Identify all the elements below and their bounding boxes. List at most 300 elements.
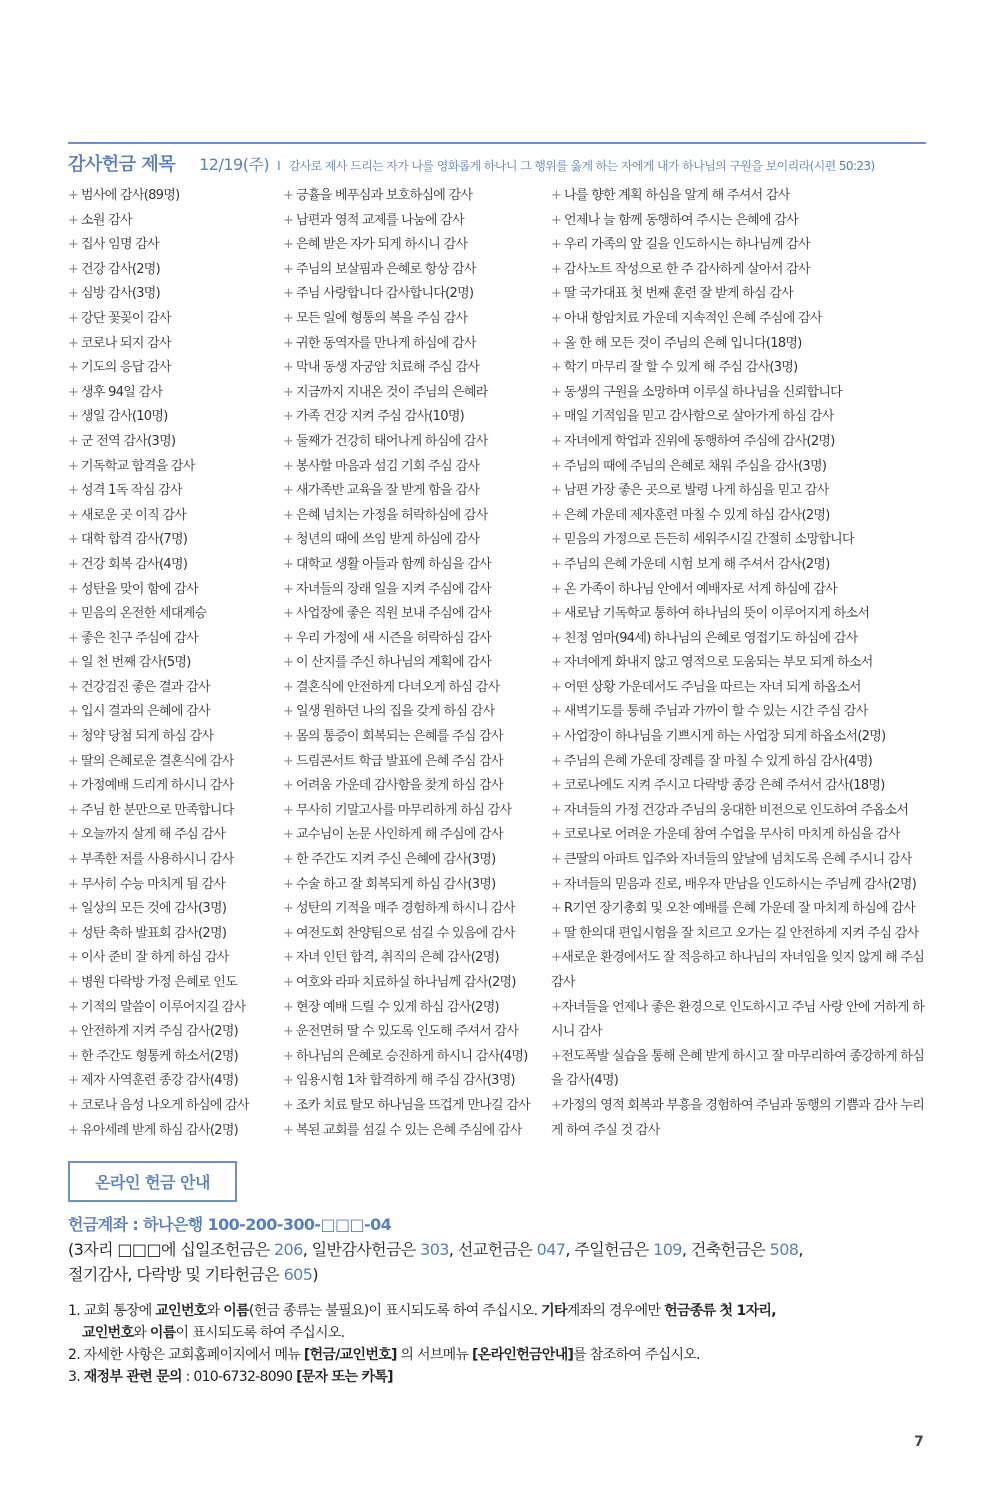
thanks-item-text: 성탄을 맞이 함에 감사 <box>81 581 199 597</box>
thanks-item <box>283 602 551 627</box>
thanks-item-text: 여전도회 찬양팀으로 섬길 수 있음에 감사 <box>296 925 515 941</box>
plus-icon: + <box>283 458 294 474</box>
top-rule <box>68 142 926 144</box>
header-separator: I <box>277 159 281 173</box>
thanks-item <box>551 897 931 922</box>
thanks-item <box>283 725 551 750</box>
plus-icon: + <box>68 704 79 720</box>
thanks-item <box>551 700 931 725</box>
codes-text: (3자리 □□□에 십일조헌금은 <box>68 1240 274 1259</box>
thanks-item <box>551 946 931 995</box>
thanks-item <box>68 602 283 627</box>
thanks-list-column-3 <box>551 184 931 1143</box>
plus-icon: + <box>551 335 562 351</box>
thanks-item <box>68 1020 283 1045</box>
thanks-item <box>283 233 551 258</box>
thanks-item-text: 한 주간도 지켜 주신 은혜에 감사(3명) <box>296 852 496 868</box>
plus-icon: + <box>68 729 79 745</box>
thanks-item <box>68 725 283 750</box>
plus-icon: + <box>283 261 294 277</box>
plus-icon: + <box>283 483 294 499</box>
thanks-item-text: 심방 감사(3명) <box>81 286 161 302</box>
thanks-item-text: 오늘까지 살게 해 주심 감사 <box>81 827 226 843</box>
thanks-item <box>68 651 283 676</box>
note-bold: 재정부 관련 문의 <box>83 1369 182 1385</box>
plus-icon: + <box>68 433 79 449</box>
note-3 <box>68 1366 938 1388</box>
thanks-item-text: 청년의 때에 쓰임 받게 하심에 감사 <box>296 532 480 548</box>
codes-text: , <box>798 1240 803 1259</box>
thanks-item-text: 집사 임명 감사 <box>81 237 160 253</box>
plus-icon: + <box>283 335 294 351</box>
plus-icon: + <box>551 852 562 868</box>
thanks-list-column-2 <box>283 184 551 1143</box>
thanks-item-text: 건강 감사(2명) <box>81 261 161 277</box>
plus-icon: + <box>283 925 294 941</box>
plus-icon: + <box>283 729 294 745</box>
thanks-item-text: 가정예배 드리게 하시니 감사 <box>81 778 234 794</box>
plus-icon: + <box>68 483 79 499</box>
thanks-item-text: 유아세례 받게 하심 감사(2명) <box>81 1122 239 1138</box>
plus-icon: + <box>283 679 294 695</box>
thanks-item-text: 둘째가 건강히 태어나게 하심에 감사 <box>296 433 488 449</box>
plus-icon: + <box>551 729 562 745</box>
thanks-item-text: 매일 기적임을 믿고 감사함으로 살아가게 하심 감사 <box>564 409 834 425</box>
thanks-item <box>551 209 931 234</box>
thanks-item-text: 한 주간도 형통케 하소서(2명) <box>81 1048 239 1064</box>
thanks-item <box>283 209 551 234</box>
note-text: (헌금 종류는 불필요)이 표시되도록 하여 주십시오. <box>248 1303 542 1319</box>
thanks-item-text: 어떤 상황 가운데서도 주님을 따르는 자녀 되게 하옵소서 <box>564 679 861 695</box>
thanks-item-text: 주님의 때에 주님의 은혜로 채워 주심을 감사(3명) <box>564 458 827 474</box>
thanks-item-text: 대학 합격 감사(7명) <box>81 532 188 548</box>
plus-icon: + <box>68 1048 79 1064</box>
thanks-item-text: 새벽기도를 통해 주님과 가까이 할 수 있는 시간 주심 감사 <box>564 704 868 720</box>
thanks-item-text: 긍휼을 베푸심과 보호하심에 감사 <box>296 188 473 203</box>
plus-icon: + <box>551 655 562 671</box>
thanks-item <box>283 455 551 480</box>
thanks-item <box>68 332 283 357</box>
thanks-item-text: 일상의 모든 것에 감사(3명) <box>81 901 227 917</box>
thanks-item-text: 부족한 저를 사용하시니 감사 <box>81 852 234 868</box>
thanks-item-text: 새가족반 교육을 잘 받게 함을 감사 <box>296 483 480 499</box>
thanks-item-text: 결혼식에 안전하게 다녀오게 하심 감사 <box>296 679 500 695</box>
thanks-item <box>551 258 931 283</box>
plus-icon: + <box>68 950 79 966</box>
plus-icon: + <box>551 827 562 843</box>
section-title: 감사헌금 제목 <box>68 154 176 175</box>
online-offering-box <box>68 1161 237 1202</box>
plus-icon: + <box>68 286 79 302</box>
thanks-item <box>551 1045 931 1094</box>
thanks-item <box>551 553 931 578</box>
thanks-item-text: 자녀들을 언제나 좋은 환경으로 인도하시고 주님 사랑 안에 거하게 하시니 감사 <box>551 999 925 1040</box>
codes-text: 절기감사, 다락방 및 기타헌금은 <box>68 1265 284 1284</box>
thanks-item <box>283 823 551 848</box>
plus-icon: + <box>283 753 294 769</box>
thanks-item <box>283 479 551 504</box>
plus-icon: + <box>551 532 562 548</box>
note-bold: 헌금종류 첫 1자리, <box>664 1303 776 1319</box>
note-text: 계좌의 경우에만 <box>566 1303 665 1319</box>
thanks-item <box>68 1069 283 1094</box>
thanks-item <box>551 282 931 307</box>
thanks-item-text: 자녀에게 화내지 않고 영적으로 도움되는 부모 되게 하소서 <box>564 655 873 671</box>
thanks-item-text: R기연 장기총회 및 오찬 예배를 은혜 가운데 잘 마치게 하심에 감사 <box>564 901 915 917</box>
thanks-item <box>283 922 551 947</box>
plus-icon: + <box>68 458 79 474</box>
thanks-item <box>68 922 283 947</box>
plus-icon: + <box>68 1122 79 1138</box>
thanks-item-text: 주님 한 분만으로 만족합니다 <box>81 802 234 818</box>
thanks-item-text: 믿음의 온전한 세대계승 <box>81 606 207 622</box>
thanks-item-text: 남편 가장 좋은 곳으로 발령 나게 하심을 믿고 감사 <box>564 483 829 499</box>
thanks-item <box>551 578 931 603</box>
thanks-item <box>68 848 283 873</box>
codes-text: , 건축헌금은 <box>681 1240 770 1259</box>
plus-icon: + <box>68 679 79 695</box>
thanks-item <box>551 750 931 775</box>
note-text: 이 표시되도록 하여 주십시오. <box>175 1325 345 1341</box>
thanks-item-text: 소원 감사 <box>81 212 132 228</box>
thanks-item-text: 생후 94일 감사 <box>81 384 163 400</box>
thanks-item <box>283 578 551 603</box>
thanks-item <box>68 971 283 996</box>
thanks-item <box>283 1045 551 1070</box>
thanks-item <box>551 233 931 258</box>
note-text: 와 <box>133 1325 150 1341</box>
plus-icon: + <box>68 778 79 794</box>
thanks-item-text: 믿음의 가정으로 든든히 세워주시길 간절히 소망합니다 <box>564 532 854 548</box>
thanks-item-text: 봉사할 마음과 섬김 기회 주심 감사 <box>296 458 480 474</box>
plus-icon: + <box>283 852 294 868</box>
thanks-item <box>551 405 931 430</box>
note-text: 를 참조하여 주십시오. <box>573 1347 700 1363</box>
thanks-item <box>551 848 931 873</box>
plus-icon: + <box>68 1024 79 1040</box>
thanks-item <box>283 627 551 652</box>
note-bold: 이름 <box>149 1325 176 1341</box>
plus-icon: + <box>68 310 79 326</box>
thanks-item <box>68 700 283 725</box>
thanks-item-text: 안전하게 지켜 주심 감사(2명) <box>81 1024 239 1040</box>
thanks-item-text: 수술 하고 잘 회복되게 하심 감사(3명) <box>296 876 496 892</box>
thanks-item <box>283 553 551 578</box>
plus-icon: + <box>283 507 294 523</box>
thanks-item <box>68 1119 283 1144</box>
plus-icon: + <box>68 409 79 425</box>
note-bold: 교인번호 <box>82 1325 134 1341</box>
plus-icon: + <box>551 433 562 449</box>
plus-icon: + <box>68 753 79 769</box>
thanks-item-text: 코로나 되지 감사 <box>81 335 171 351</box>
thanks-item-text: 동생의 구원을 소망하며 이루실 하나님을 신뢰합니다 <box>564 384 843 400</box>
plus-icon: + <box>551 606 562 622</box>
note-1-cont <box>68 1322 938 1344</box>
thanks-item-text: 감사노트 작성으로 한 주 감사하게 살아서 감사 <box>564 261 810 277</box>
thanks-item-text: 사업장이 하나님을 기쁘시게 하는 사업장 되게 하옵소서(2명) <box>564 729 886 745</box>
thanks-item-text: 자녀에게 학업과 진위에 동행하여 주심에 감사(2명) <box>564 433 835 449</box>
plus-icon: + <box>283 606 294 622</box>
thanks-item <box>68 553 283 578</box>
thanks-item <box>283 971 551 996</box>
thanks-item-text: 코로나 음성 나오게 하심에 감사 <box>81 1097 249 1113</box>
thanks-item <box>68 578 283 603</box>
plus-icon: + <box>68 827 79 843</box>
thanks-item <box>283 799 551 824</box>
plus-icon: + <box>68 384 79 400</box>
header-verse: 감사로 제사 드리는 자가 나를 영화롭게 하나니 그 행위를 옳게 하는 자에게 내가 하나님의 구원을 보이리라(시편 50:23) <box>288 159 875 173</box>
thanks-item-text: 대학교 생활 아들과 함께 하심을 감사 <box>296 556 492 572</box>
thanks-item <box>68 1045 283 1070</box>
plus-icon: + <box>551 581 562 597</box>
plus-icon: + <box>551 778 562 794</box>
plus-icon: + <box>283 1024 294 1040</box>
thanks-item-text: 주님의 은혜 가운데 시험 보게 해 주셔서 감사(2명) <box>564 556 830 572</box>
thanks-item <box>68 873 283 898</box>
plus-icon: + <box>551 901 562 917</box>
thanks-item-text: 몸의 통증이 회복되는 은혜를 주심 감사 <box>296 729 503 745</box>
thanks-item-text: 기적의 말씀이 이루어지길 감사 <box>81 999 246 1015</box>
thanks-item-text: 모든 일에 형통의 복을 주심 감사 <box>296 310 468 326</box>
thanks-item-text: 귀한 동역자를 만나게 하심에 감사 <box>296 335 476 351</box>
thanks-item <box>283 282 551 307</box>
thanks-item <box>551 996 931 1045</box>
plus-icon: + <box>283 802 294 818</box>
thanks-item-text: 가정의 영적 회복과 부흥을 경험하여 주님과 동행의 기쁨과 감사 누리게 하여 주실 것 감사 <box>551 1097 925 1138</box>
thanks-item <box>283 356 551 381</box>
plus-icon: + <box>551 212 562 228</box>
plus-icon: + <box>68 507 79 523</box>
plus-icon: + <box>283 975 294 990</box>
thanks-item <box>551 1094 931 1143</box>
thanks-item-text: 은혜 넘치는 가정을 허락하심에 감사 <box>296 507 488 523</box>
thanks-item <box>68 479 283 504</box>
plus-icon: + <box>283 1097 294 1113</box>
thanks-item-text: 일생 원하던 나의 집을 갖게 하심 감사 <box>296 704 495 720</box>
thanks-item-text: 기도의 응답 감사 <box>81 360 171 376</box>
plus-icon: + <box>551 409 562 425</box>
plus-icon: + <box>551 310 562 326</box>
plus-icon: + <box>68 925 79 941</box>
thanks-item-text: 딸의 은혜로운 결혼식에 감사 <box>81 753 234 769</box>
thanks-item <box>283 1020 551 1045</box>
code-tithe: 206 <box>273 1240 303 1259</box>
thanks-item <box>283 750 551 775</box>
thanks-item-text: 지금까지 지내온 것이 주님의 은혜라 <box>296 384 488 400</box>
thanks-item-text: 언제나 늘 함께 동행하여 주시는 은혜에 감사 <box>564 212 799 228</box>
plus-icon: + <box>283 310 294 326</box>
thanks-item-text: 사업장에 좋은 직원 보내 주심에 감사 <box>296 606 492 622</box>
plus-icon: + <box>283 409 294 425</box>
plus-icon: + <box>68 360 79 376</box>
thanks-item-text: 딸 한의대 편입시험을 잘 치르고 오가는 길 안전하게 지켜 주심 감사 <box>564 925 919 941</box>
thanks-item-text: 은혜 받은 자가 되게 하시니 감사 <box>296 237 468 253</box>
plus-icon: + <box>551 1048 562 1064</box>
plus-icon: + <box>551 704 562 720</box>
plus-icon: + <box>283 556 294 572</box>
thanks-item-text: 제자 사역훈련 종강 감사(4명) <box>81 1073 239 1089</box>
thanks-item-text: 이 산지를 주신 하나님의 계획에 감사 <box>296 655 492 671</box>
plus-icon: + <box>68 802 79 818</box>
plus-icon: + <box>68 852 79 868</box>
plus-icon: + <box>283 950 294 966</box>
thanks-item-text: 코로나에도 지켜 주시고 다락방 종강 은혜 주셔서 감사(18명) <box>564 778 885 794</box>
plus-icon: + <box>68 581 79 597</box>
plus-icon: + <box>68 237 79 253</box>
plus-icon: + <box>283 704 294 720</box>
thanks-item <box>283 848 551 873</box>
codes-text: , 선교헌금은 <box>448 1240 537 1259</box>
thanks-item <box>283 332 551 357</box>
thanks-item-text: 성탄 축하 발표회 감사(2명) <box>81 925 227 941</box>
plus-icon: + <box>551 188 562 203</box>
plus-icon: + <box>283 212 294 228</box>
thanks-item <box>551 676 931 701</box>
thanks-item-text: 병원 다락방 가정 은혜로 인도 <box>81 975 238 990</box>
plus-icon: + <box>551 999 562 1015</box>
section-date: 12/19(주) <box>199 155 270 174</box>
plus-icon: + <box>283 237 294 253</box>
plus-icon: + <box>68 335 79 351</box>
thanks-item-text: 일 천 번째 감사(5명) <box>81 655 191 671</box>
plus-icon: + <box>551 1097 562 1113</box>
thanks-item <box>283 504 551 529</box>
thanks-item <box>283 700 551 725</box>
thanks-item <box>283 774 551 799</box>
thanks-item <box>68 455 283 480</box>
thanks-item-text: 무사히 기말고사를 마무리하게 하심 감사 <box>296 802 512 818</box>
thanks-item <box>283 1069 551 1094</box>
plus-icon: + <box>283 999 294 1015</box>
thanks-item-text: 친정 엄마(94세) 하나님의 은혜로 영접기도 하심에 감사 <box>564 630 858 646</box>
thanks-item <box>68 430 283 455</box>
thanks-item-text: 좋은 친구 주심에 감사 <box>81 630 199 646</box>
thanks-item <box>551 774 931 799</box>
plus-icon: + <box>283 827 294 843</box>
thanks-item-text: 건강검진 좋은 결과 감사 <box>81 679 210 695</box>
thanks-item <box>551 479 931 504</box>
thanks-item <box>283 381 551 406</box>
plus-icon: + <box>283 655 294 671</box>
plus-icon: + <box>68 606 79 622</box>
thanks-item <box>68 504 283 529</box>
thanks-item-text: 운전면허 딸 수 있도록 인도해 주셔서 감사 <box>296 1024 519 1040</box>
thanks-item-text: 드림콘서트 학급 발표에 은혜 주심 감사 <box>296 753 503 769</box>
section-header <box>68 150 938 176</box>
codes-text: ) <box>312 1265 318 1284</box>
plus-icon: + <box>283 901 294 917</box>
thanks-item <box>283 528 551 553</box>
plus-icon: + <box>283 581 294 597</box>
code-mission: 047 <box>536 1240 566 1259</box>
plus-icon: + <box>551 876 562 892</box>
thanks-item <box>68 823 283 848</box>
thanks-item-text: 남편과 영적 교제를 나눔에 감사 <box>296 212 464 228</box>
thanks-item-text: 청약 당첨 되게 하심 감사 <box>81 729 214 745</box>
note-text: 의 서브메뉴 <box>396 1347 473 1363</box>
plus-icon: + <box>68 1073 79 1089</box>
thanks-item-text: 자녀들의 믿음과 진로, 배우자 만남을 인도하시는 주님께 감사(2명) <box>564 876 917 892</box>
thanks-item-text: 막내 동생 자궁암 치료해 주심 감사 <box>296 360 480 376</box>
thanks-item-text: 건강 회복 감사(4명) <box>81 556 188 572</box>
thanks-item-text: 기독학교 합격을 감사 <box>81 458 195 474</box>
thanks-item-text: 이사 준비 잘 하게 하심 감사 <box>81 950 229 966</box>
thanks-item <box>551 823 931 848</box>
thanks-item <box>551 307 931 332</box>
thanks-item-text: 새로운 곳 이직 감사 <box>81 507 187 523</box>
note-text: 2. 자세한 사항은 교회홈페이지에서 메뉴 <box>68 1347 304 1363</box>
plus-icon: + <box>551 630 562 646</box>
thanks-item <box>283 996 551 1021</box>
thanks-item <box>68 528 283 553</box>
thanks-item <box>68 799 283 824</box>
thanks-item-text: 복된 교회를 섬길 수 있는 은혜 주심에 감사 <box>296 1122 522 1138</box>
page-number: 7 <box>914 1434 924 1450</box>
plus-icon: + <box>68 212 79 228</box>
thanks-item <box>551 332 931 357</box>
thanks-item <box>283 651 551 676</box>
plus-icon: + <box>68 999 79 1015</box>
thanks-item <box>68 356 283 381</box>
thanks-item <box>68 897 283 922</box>
thanks-item-text: 성격 1독 작심 감사 <box>81 483 182 499</box>
plus-icon: + <box>68 630 79 646</box>
plus-icon: + <box>283 876 294 892</box>
plus-icon: + <box>551 458 562 474</box>
code-thanks: 303 <box>420 1240 449 1259</box>
thanks-item <box>551 799 931 824</box>
note-bold: [온라인헌금안내] <box>472 1347 574 1363</box>
thanks-item-text: 생일 감사(10명) <box>81 409 168 425</box>
plus-icon: + <box>68 655 79 671</box>
plus-icon: + <box>551 753 562 769</box>
thanks-item <box>68 282 283 307</box>
thanks-item <box>551 528 931 553</box>
plus-icon: + <box>283 1048 294 1064</box>
thanks-item-text: 은혜 가운데 제자훈련 마칠 수 있게 하심 감사(2명) <box>564 507 830 523</box>
plus-icon: + <box>283 1122 294 1138</box>
plus-icon: + <box>551 925 562 941</box>
thanks-item <box>68 258 283 283</box>
thanks-item-text: 주님의 은혜 가운데 장례를 잘 마칠 수 있게 하심 감사(4명) <box>564 753 873 769</box>
thanks-item <box>283 897 551 922</box>
notes <box>68 1300 938 1388</box>
plus-icon: + <box>283 433 294 449</box>
plus-icon: + <box>283 630 294 646</box>
thanks-item <box>68 307 283 332</box>
thanks-item <box>68 774 283 799</box>
note-bold: 이름 <box>223 1303 249 1319</box>
thanks-item <box>283 676 551 701</box>
thanks-item-text: 올 한 해 모든 것이 주님의 은혜 입니다(18명) <box>564 335 802 351</box>
thanks-item <box>551 602 931 627</box>
thanks-item <box>283 1094 551 1119</box>
online-offering-title: 온라인 헌금 안내 <box>95 1173 210 1192</box>
code-sunday: 109 <box>653 1240 682 1259</box>
thanks-item <box>551 504 931 529</box>
plus-icon: + <box>283 360 294 376</box>
plus-icon: + <box>283 286 294 302</box>
thanks-item <box>68 184 283 209</box>
thanks-item-text: 학기 마무리 잘 할 수 있게 해 주심 감사(3명) <box>564 360 798 376</box>
thanks-item-text: 새로운 환경에서도 잘 적응하고 하나님의 자녀임을 잊지 않게 해 주심 감사 <box>551 950 925 990</box>
thanks-item-text: 가족 건강 지켜 주심 감사(10명) <box>296 409 465 425</box>
thanks-item <box>283 307 551 332</box>
thanks-item <box>551 430 931 455</box>
plus-icon: + <box>68 261 79 277</box>
plus-icon: + <box>68 901 79 917</box>
